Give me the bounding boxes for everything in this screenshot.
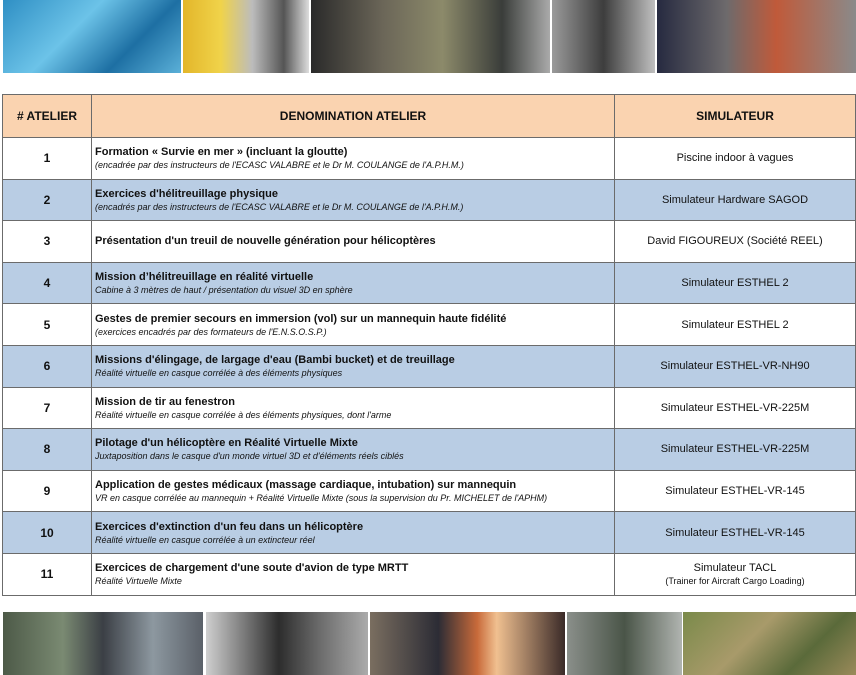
workshop-title: Exercices de chargement d'une soute d'avion de type MRTT — [95, 562, 409, 575]
simulator-cell — [615, 221, 856, 263]
workshop-subtitle: (encadrés par des instructeurs de l'ECASC VALABRE et le Dr M. COULANGE de l'A.P.H.M.) — [95, 201, 464, 212]
workshop-title: Gestes de premier secours en immersion (vol) sur un mannequin haute fidélité — [95, 312, 507, 325]
simulator-cell — [615, 429, 856, 471]
simulator-name: David FIGOUREUX (Société REEL) — [647, 235, 823, 248]
bottom-photo-strip — [0, 612, 856, 675]
atelier-number: 2 — [3, 179, 92, 221]
workshop-title: Application de gestes médicaux (massage cardiaque, intubation) sur mannequin — [95, 479, 517, 492]
top-photo-strip — [0, 0, 856, 73]
atelier-number: 8 — [3, 429, 92, 471]
atelier-number: 1 — [3, 138, 92, 180]
simulator-name: Piscine indoor à vagues — [676, 152, 794, 165]
workshop-subtitle: Réalité virtuelle en casque corrélée à un extincteur réel — [95, 534, 315, 545]
photo-medical-training — [657, 0, 856, 73]
table-row — [3, 304, 856, 346]
table-row — [3, 512, 856, 554]
atelier-number: 9 — [3, 470, 92, 512]
denomination-cell — [92, 429, 615, 471]
simulator-cell — [615, 179, 856, 221]
workshops-table — [2, 94, 856, 596]
workshop-title: Mission de tir au fenestron — [95, 395, 235, 408]
simulator-name: Simulateur ESTHEL-VR-NH90 — [660, 360, 810, 373]
workshop-title: Pilotage d'un hélicoptère en Réalité Virtuelle Mixte — [95, 437, 358, 450]
workshop-subtitle: Cabine à 3 mètres de haut / présentation du visuel 3D en sphère — [95, 285, 353, 296]
workshop-subtitle: Réalité virtuelle en casque corrélée à des éléments physiques — [95, 368, 343, 379]
photo-cockpit-simulator — [311, 0, 550, 73]
workshop-subtitle: Réalité Virtuelle Mixte — [95, 576, 182, 587]
denomination-cell — [92, 262, 615, 304]
workshop-title: Exercices d'extinction d'un feu dans un hélicoptère — [95, 520, 364, 533]
simulator-cell — [615, 387, 856, 429]
header-denomination: DENOMINATION ATELIER — [92, 95, 615, 138]
workshop-title: Présentation d'un treuil de nouvelle génération pour hélicoptères — [95, 235, 436, 248]
table-row — [3, 262, 856, 304]
denomination-cell — [92, 345, 615, 387]
photo-terrain-view — [683, 612, 856, 675]
workshop-title: Missions d'élingage, de largage d'eau (Bambi bucket) et de treuillage — [95, 354, 455, 367]
atelier-number: 10 — [3, 512, 92, 554]
photo-fire-extinguish — [370, 612, 565, 675]
atelier-number: 11 — [3, 553, 92, 595]
workshop-title: Formation « Survie en mer » (incluant la gloutte) — [95, 146, 348, 159]
simulator-cell — [615, 553, 856, 595]
simulator-name: Simulateur ESTHEL 2 — [681, 277, 789, 290]
simulator-name: Simulateur ESTHEL 2 — [681, 318, 789, 331]
workshop-subtitle: Réalité virtuelle en casque corrélée à des éléments physiques, dont l'arme — [95, 409, 392, 420]
atelier-number: 5 — [3, 304, 92, 346]
simulator-subtitle: (Trainer for Aircraft Cargo Loading) — [665, 576, 805, 587]
table-row — [3, 221, 856, 263]
simulator-cell — [615, 304, 856, 346]
workshop-subtitle: Juxtaposition dans le casque d'un monde virtuel 3D et d'éléments réels ciblés — [95, 451, 404, 462]
denomination-cell — [92, 138, 615, 180]
table-row — [3, 138, 856, 180]
table-row — [3, 387, 856, 429]
atelier-number: 3 — [3, 221, 92, 263]
denomination-cell — [92, 553, 615, 595]
simulator-name: Simulateur TACL — [693, 562, 777, 575]
denomination-cell — [92, 512, 615, 554]
table-row — [3, 179, 856, 221]
denomination-cell — [92, 387, 615, 429]
photo-vr-headset — [567, 612, 682, 675]
workshop-subtitle: (exercices encadrés par des formateurs de l'E.N.S.O.S.P.) — [95, 326, 327, 337]
denomination-cell — [92, 221, 615, 263]
simulator-name: Simulateur ESTHEL-VR-225M — [660, 401, 810, 414]
simulator-cell — [615, 345, 856, 387]
simulator-cell — [615, 470, 856, 512]
workshop-title: Exercices d'hélitreuillage physique — [95, 187, 278, 200]
simulator-name: Simulateur Hardware SAGOD — [661, 193, 809, 206]
table-row — [3, 470, 856, 512]
atelier-number: 6 — [3, 345, 92, 387]
workshop-subtitle: VR en casque corrélée au mannequin + Réalité Virtuelle Mixte (sous la supervision du Pr. MICHELET de l'APHM) — [95, 493, 548, 504]
simulator-name: Simulateur ESTHEL-VR-145 — [665, 485, 805, 498]
table-header-row — [3, 95, 856, 138]
denomination-cell — [92, 304, 615, 346]
photo-winch-structure — [183, 0, 309, 73]
header-atelier-number: # ATELIER — [3, 95, 92, 138]
table-row — [3, 345, 856, 387]
workshop-subtitle: (encadrée par des instructeurs de l'ECASC VALABRE et le Dr M. COULANGE de l'A.P.H.M.) — [95, 160, 464, 171]
atelier-number: 7 — [3, 387, 92, 429]
table-row — [3, 429, 856, 471]
header-simulator: SIMULATEUR — [615, 95, 856, 138]
workshop-title: Mission d’hélitreuillage en réalité virtuelle — [95, 271, 314, 284]
photo-vr-winching — [3, 612, 203, 675]
simulator-name: Simulateur ESTHEL-VR-225M — [660, 443, 810, 456]
denomination-cell — [92, 470, 615, 512]
atelier-number: 4 — [3, 262, 92, 304]
photo-vr-pilot — [206, 612, 368, 675]
table-row — [3, 553, 856, 595]
photo-simulator-frame — [552, 0, 655, 73]
denomination-cell — [92, 179, 615, 221]
simulator-name: Simulateur ESTHEL-VR-145 — [665, 526, 805, 539]
simulator-cell — [615, 512, 856, 554]
simulator-cell — [615, 138, 856, 180]
simulator-cell — [615, 262, 856, 304]
photo-sea-survival-pool — [3, 0, 181, 73]
